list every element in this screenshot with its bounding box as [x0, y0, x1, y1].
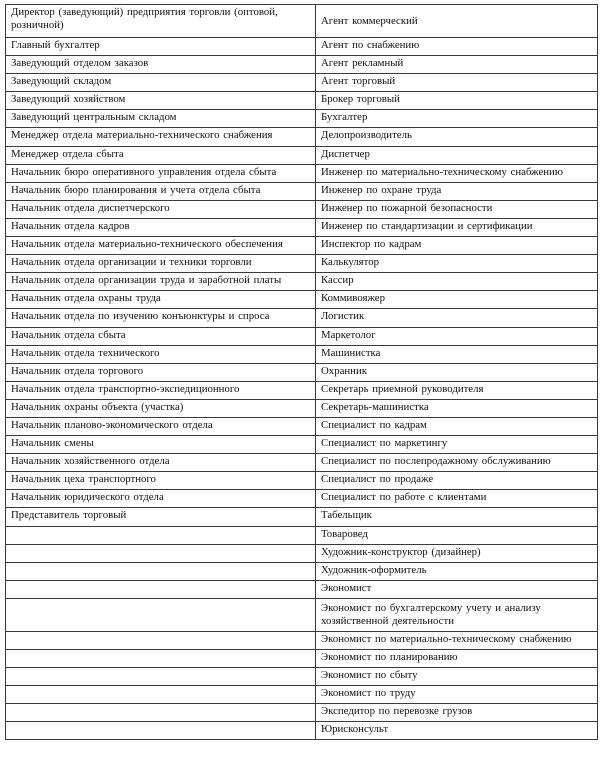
- table-row: [6, 631, 598, 649]
- left-column-cell: Начальник смены: [6, 436, 316, 454]
- right-column-cell: Товаровед: [316, 526, 598, 544]
- table-row: [6, 146, 598, 164]
- left-column-cell: [6, 544, 316, 562]
- table-row: [6, 92, 598, 110]
- left-column-cell: Начальник отдела по изучению конъюнктуры и спроса: [6, 309, 316, 327]
- left-column-cell: Начальник цеха транспортного: [6, 472, 316, 490]
- right-column-cell: Бухгалтер: [316, 110, 598, 128]
- right-column-cell: Кассир: [316, 273, 598, 291]
- right-column-cell: Машинистка: [316, 345, 598, 363]
- right-column-cell: Секретарь приемной руководителя: [316, 381, 598, 399]
- right-column-cell: Художник-конструктор (дизайнер): [316, 544, 598, 562]
- table-row: [6, 472, 598, 490]
- left-column-cell: Начальник охраны объекта (участка): [6, 399, 316, 417]
- left-column-cell: Начальник отдела торгового: [6, 363, 316, 381]
- table-row: [6, 668, 598, 686]
- right-column-cell: Калькулятор: [316, 255, 598, 273]
- right-column-cell: Охранник: [316, 363, 598, 381]
- table-row: [6, 417, 598, 435]
- right-column-cell: Агент по снабжению: [316, 38, 598, 56]
- left-column-cell: [6, 562, 316, 580]
- table-row: [6, 345, 598, 363]
- right-column-cell: Художник-оформитель: [316, 562, 598, 580]
- positions-table-body: [6, 5, 598, 740]
- right-column-cell: Коммивояжер: [316, 291, 598, 309]
- left-column-cell: Начальник отдела организации труда и заработной платы: [6, 273, 316, 291]
- left-column-cell: Директор (заведующий) предприятия торговли (оптовой, розничной): [6, 5, 316, 38]
- left-column-cell: Начальник бюро оперативного управления отдела сбыта: [6, 164, 316, 182]
- table-row: [6, 508, 598, 526]
- left-column-cell: [6, 722, 316, 740]
- right-column-cell: Специалист по маркетингу: [316, 436, 598, 454]
- right-column-cell: Табельщик: [316, 508, 598, 526]
- right-column-cell: Юрисконсульт: [316, 722, 598, 740]
- table-row: [6, 273, 598, 291]
- left-column-cell: [6, 704, 316, 722]
- right-column-cell: Экспедитор по перевозке грузов: [316, 704, 598, 722]
- left-column-cell: Начальник отдела диспетчерского: [6, 200, 316, 218]
- right-column-cell: Экономист по планированию: [316, 650, 598, 668]
- table-row: [6, 544, 598, 562]
- left-column-cell: [6, 526, 316, 544]
- table-row: [6, 580, 598, 598]
- right-column-cell: Специалист по работе с клиентами: [316, 490, 598, 508]
- left-column-cell: [6, 631, 316, 649]
- right-column-cell: Брокер торговый: [316, 92, 598, 110]
- right-column-cell: Инженер по пожарной безопасности: [316, 200, 598, 218]
- left-column-cell: Начальник отдела кадров: [6, 218, 316, 236]
- right-column-cell: Специалист по кадрам: [316, 417, 598, 435]
- left-column-cell: Начальник отдела организации и техники торговли: [6, 255, 316, 273]
- table-row: [6, 74, 598, 92]
- right-column-cell: Секретарь-машинистка: [316, 399, 598, 417]
- left-column-cell: Заведующий центральным складом: [6, 110, 316, 128]
- table-row: [6, 327, 598, 345]
- table-row: [6, 128, 598, 146]
- right-column-cell: Специалист по продаже: [316, 472, 598, 490]
- left-column-cell: Заведующий складом: [6, 74, 316, 92]
- right-column-cell: Инспектор по кадрам: [316, 237, 598, 255]
- table-row: [6, 237, 598, 255]
- table-row: [6, 255, 598, 273]
- left-column-cell: Начальник отдела охраны труда: [6, 291, 316, 309]
- table-row: [6, 5, 598, 38]
- left-column-cell: Заведующий хозяйством: [6, 92, 316, 110]
- table-row: [6, 56, 598, 74]
- table-row: [6, 218, 598, 236]
- right-column-cell: Агент коммерческий: [316, 5, 598, 38]
- table-row: [6, 686, 598, 704]
- left-column-cell: [6, 598, 316, 631]
- table-row: [6, 399, 598, 417]
- left-column-cell: Менеджер отдела материально-технического снабжения: [6, 128, 316, 146]
- right-column-cell: Экономист по труду: [316, 686, 598, 704]
- table-row: [6, 704, 598, 722]
- table-row: [6, 598, 598, 631]
- left-column-cell: Начальник хозяйственного отдела: [6, 454, 316, 472]
- table-row: [6, 650, 598, 668]
- right-column-cell: Агент торговый: [316, 74, 598, 92]
- right-column-cell: Экономист по материально-техническому снабжению: [316, 631, 598, 649]
- table-row: [6, 436, 598, 454]
- positions-table: [5, 4, 598, 740]
- right-column-cell: Агент рекламный: [316, 56, 598, 74]
- table-row: [6, 110, 598, 128]
- table-row: [6, 309, 598, 327]
- right-column-cell: Маркетолог: [316, 327, 598, 345]
- left-column-cell: Начальник отдела сбыта: [6, 327, 316, 345]
- right-column-cell: Экономист по сбыту: [316, 668, 598, 686]
- right-column-cell: Инженер по материально-техническому снабжению: [316, 164, 598, 182]
- left-column-cell: Менеджер отдела сбыта: [6, 146, 316, 164]
- right-column-cell: Логистик: [316, 309, 598, 327]
- left-column-cell: [6, 650, 316, 668]
- right-column-cell: Инженер по стандартизации и сертификации: [316, 218, 598, 236]
- left-column-cell: Начальник отдела транспортно-экспедиционного: [6, 381, 316, 399]
- table-row: [6, 722, 598, 740]
- left-column-cell: [6, 686, 316, 704]
- left-column-cell: Начальник бюро планирования и учета отдела сбыта: [6, 182, 316, 200]
- table-row: [6, 38, 598, 56]
- right-column-cell: Экономист по бухгалтерскому учету и анализу хозяйственной деятельности: [316, 598, 598, 631]
- right-column-cell: Инженер по охране труда: [316, 182, 598, 200]
- table-row: [6, 182, 598, 200]
- left-column-cell: Представитель торговый: [6, 508, 316, 526]
- left-column-cell: Начальник отдела технического: [6, 345, 316, 363]
- right-column-cell: Экономист: [316, 580, 598, 598]
- right-column-cell: Диспетчер: [316, 146, 598, 164]
- table-row: [6, 526, 598, 544]
- left-column-cell: Заведующий отделом заказов: [6, 56, 316, 74]
- table-row: [6, 200, 598, 218]
- left-column-cell: Главный бухгалтер: [6, 38, 316, 56]
- left-column-cell: [6, 668, 316, 686]
- table-row: [6, 454, 598, 472]
- right-column-cell: Специалист по послепродажному обслуживанию: [316, 454, 598, 472]
- left-column-cell: Начальник юридического отдела: [6, 490, 316, 508]
- table-row: [6, 562, 598, 580]
- left-column-cell: [6, 580, 316, 598]
- right-column-cell: Делопроизводитель: [316, 128, 598, 146]
- table-row: [6, 490, 598, 508]
- left-column-cell: Начальник отдела материально-технического обеспечения: [6, 237, 316, 255]
- table-row: [6, 164, 598, 182]
- left-column-cell: Начальник планово-экономического отдела: [6, 417, 316, 435]
- table-row: [6, 291, 598, 309]
- table-row: [6, 363, 598, 381]
- table-row: [6, 381, 598, 399]
